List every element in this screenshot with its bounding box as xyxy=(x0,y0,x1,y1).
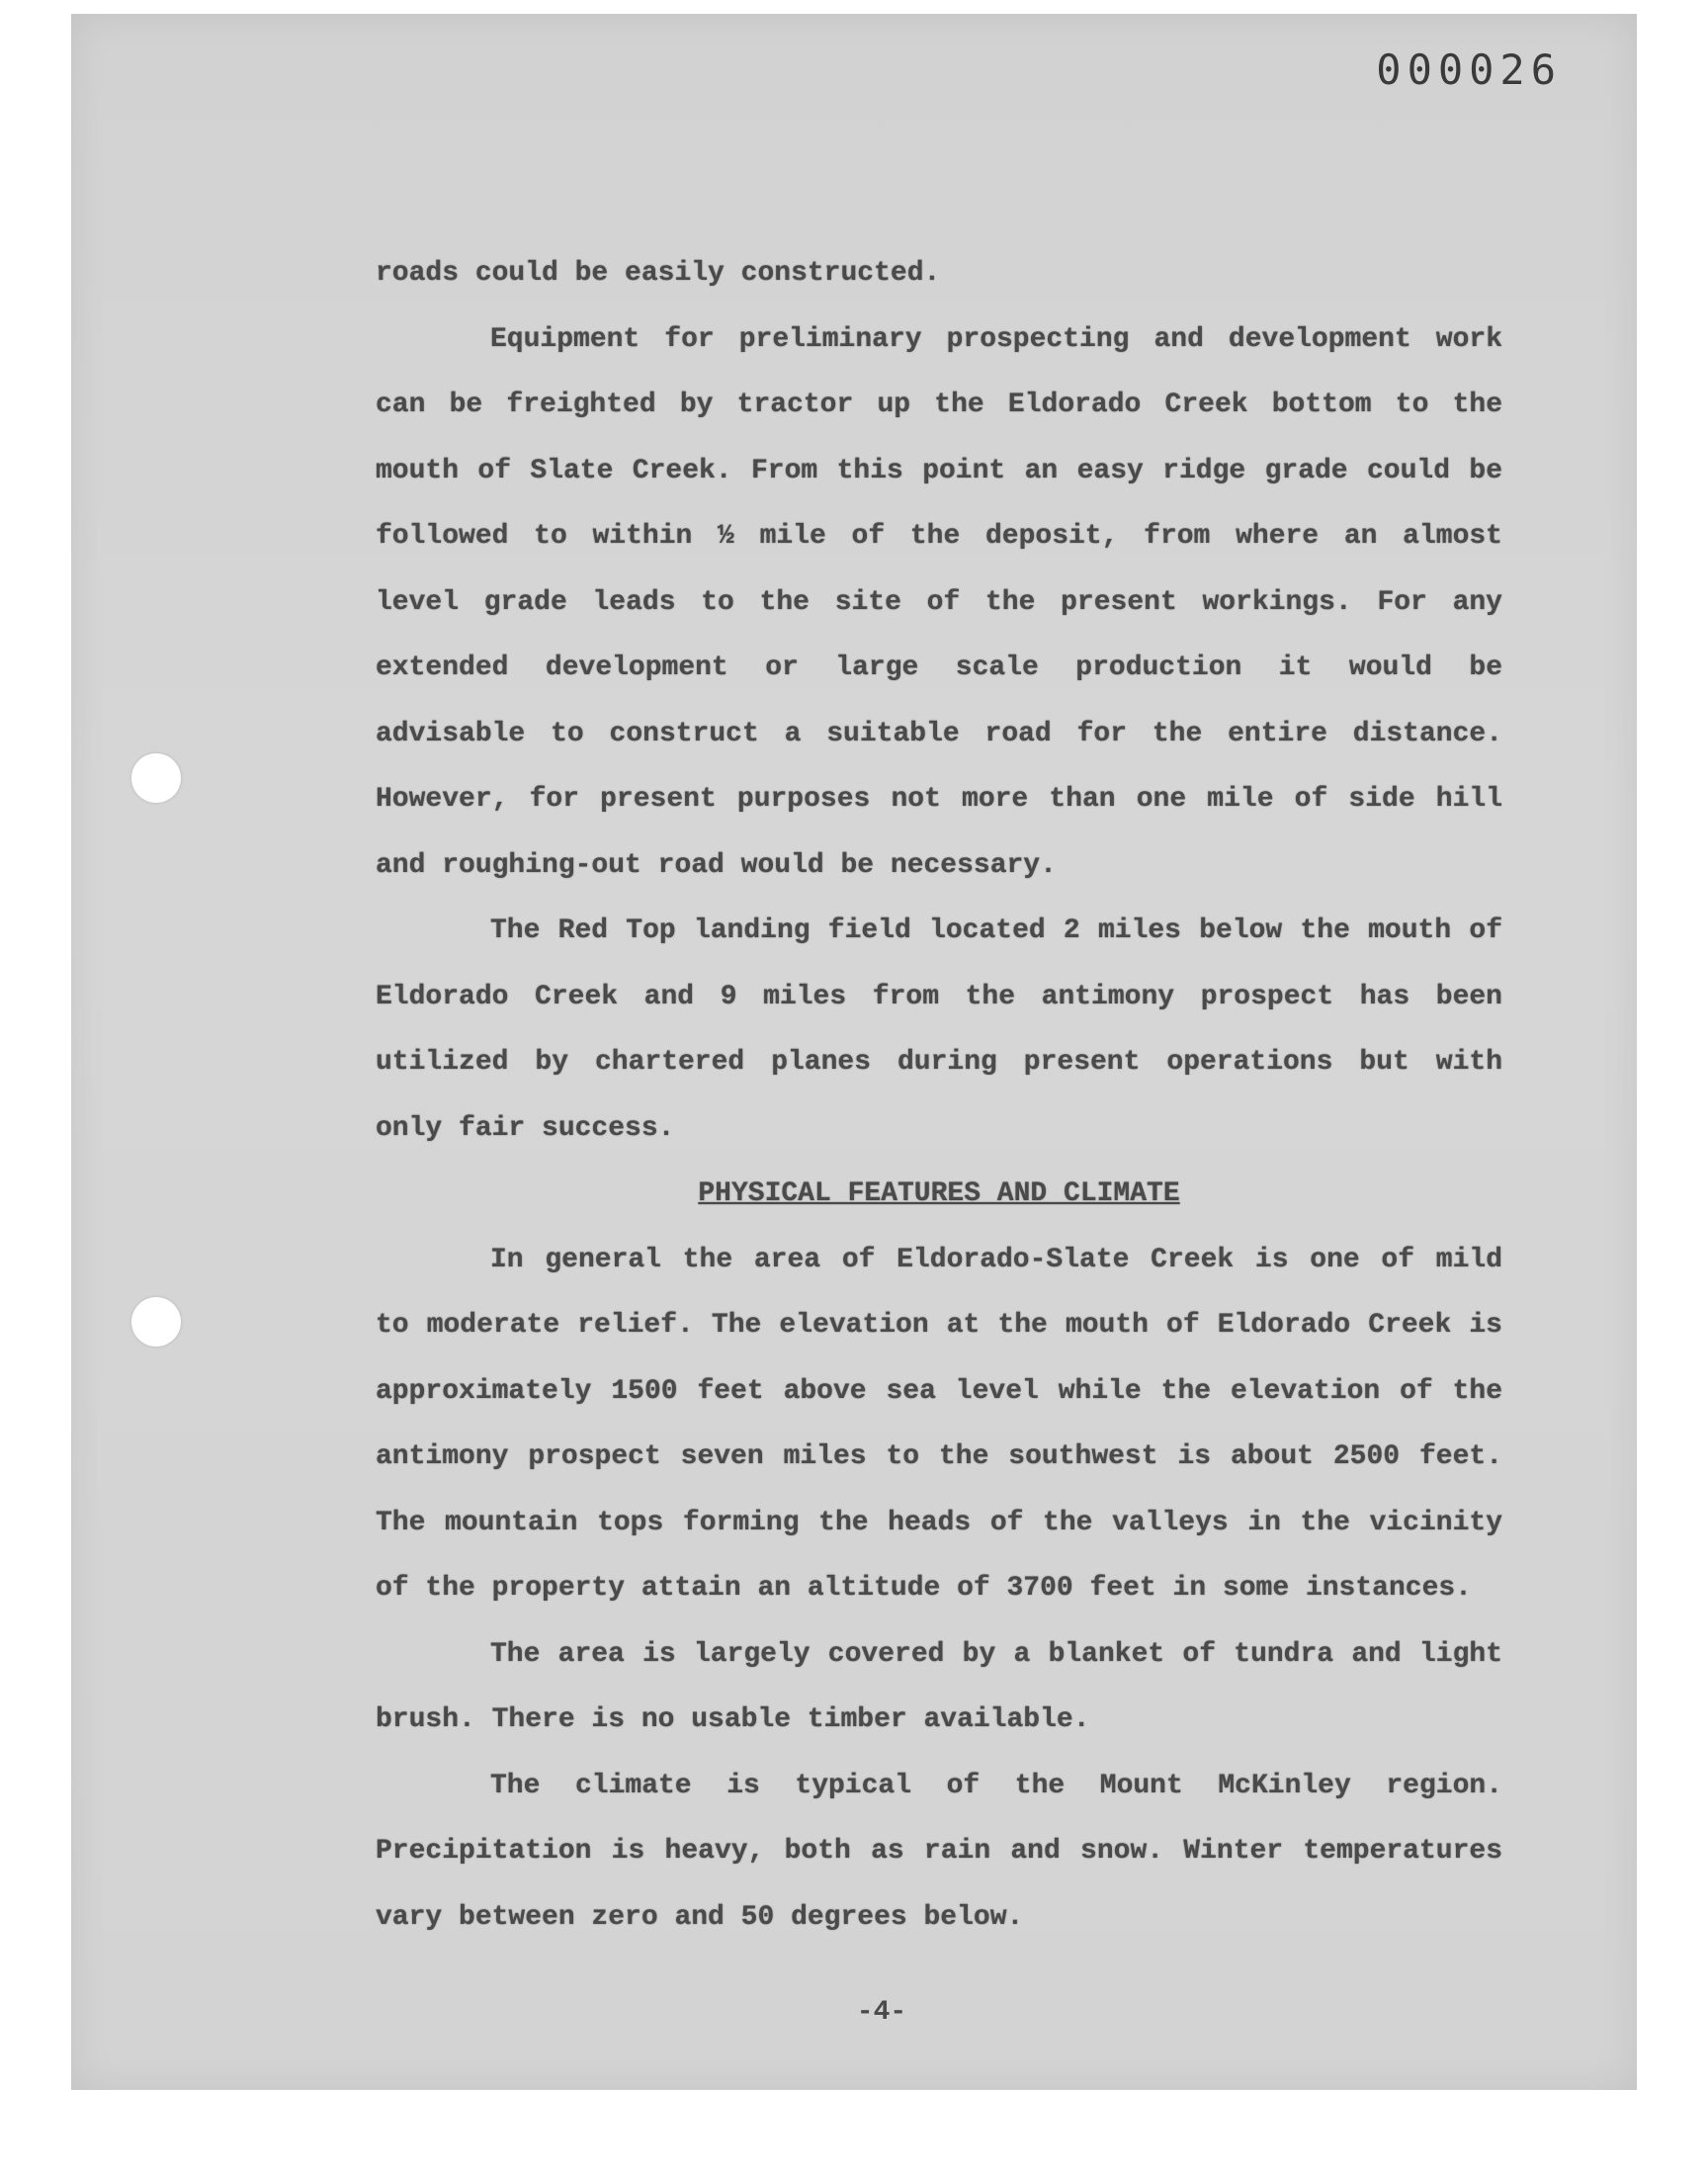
paragraph: The Red Top landing field located 2 miles below the mouth of Eldorado Creek and 9 miles from the antimony prospect has been utilized by chartered planes during present operations but with only fair success. xyxy=(376,915,1502,1144)
document-stamp-number: 000026 xyxy=(1376,45,1562,94)
paragraph: In general the area of Eldorado-Slate Creek is one of mild to moderate relief. The elevation at the mouth of Eldorado Creek is approximately 1500 feet above sea level while the elevation of the antimony prospect seven miles to the southwest is about 2500 feet. The mountain tops forming the heads of the valleys in the vicinity of the property attain an altitude of 3700 feet in some instances. xyxy=(376,1244,1502,1604)
paragraph: The area is largely covered by a blanket of tundra and light brush. There is no usable timber available. xyxy=(376,1638,1502,1735)
paragraph: The climate is typical of the Mount McKinley region. Precipitation is heavy, both as rain and snow. Winter temperatures vary between zero and 50 degrees below. xyxy=(376,1770,1502,1933)
page-number: -4- xyxy=(856,1997,907,2028)
document-body xyxy=(376,241,1502,1951)
punch-hole-icon xyxy=(131,753,181,803)
punch-hole-icon xyxy=(131,1297,181,1347)
section-heading: PHYSICAL FEATURES AND CLIMATE xyxy=(698,1178,1180,1209)
paragraph: roads could be easily constructed. xyxy=(376,258,941,289)
paragraph: Equipment for preliminary prospecting and development work can be freighted by tractor up the Eldorado Creek bottom to the mouth of Slate Creek. From this point an easy ridge grade could be followed to within ½ mile of the deposit, from where an almost level grade leads to the site of the present workings. For any extended development or large scale production it would be advisable to construct a suitable road for the entire distance. However, for present purposes not more than one mile of side hill and roughing-out road would be necessary. xyxy=(376,323,1502,881)
